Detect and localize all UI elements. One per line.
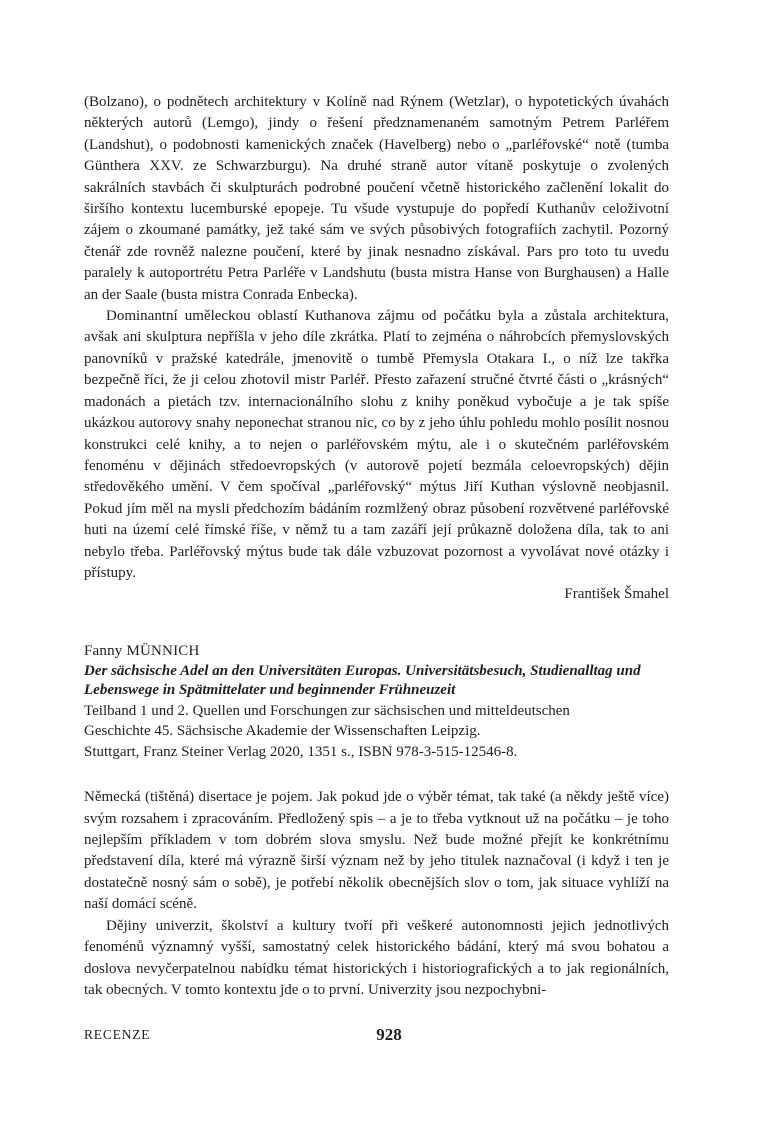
section-label: RECENZE — [84, 1027, 151, 1042]
publication-info-line: Teilband 1 und 2. Quellen und Forschungen zur sächsischen und mitteldeutschen — [84, 702, 570, 719]
review-header — [84, 641, 669, 763]
book-title: Der sächsische Adel an den Universitäten Europas. Universitätsbesuch, Studienalltag und Lebenswege in Spätmittelater und beginnender Frühneuzeit — [84, 662, 641, 699]
page-number: 928 — [376, 1025, 402, 1044]
review-signature: František Šmahel — [564, 586, 669, 603]
paragraph: Dominantní uměleckou oblastí Kuthanova zájmu od počátku byla a zůstala architektura, avšak ani skulptura nepříšla v jeho díle zkrátka. Platí to zejména o náhrobcích přemyslovských panovníků v pražské katedrále, jmenovitě o tumbě Přemysla Otakara I., o níž lze takřka bezpečně říci, že ji celou zhotovil mistr Parléř. Přesto zařazení stručné čtvrté části o „krásných“ madonách a pietách tzv. internacionálního slohu z knihy poněkud vybočuje a je tak spíše ukázkou autorovy snahy neponechat stranou nic, co by z jeho úhlu pohledu mohlo posílit nosnou konstrukci celé knihy, a to nejen o parléřovském mýtu, ale i o skutečném parléřovském fenoménu v dějinách středoevropských (v autorově pojetí bezmála celoevropských) dějin středověkého umění. V čem spočíval „parléřovský“ mýtus Jiří Kuthan výslovně neobjasnil. Pokud jím měl na mysli předchozím bádáním rozmlžený obraz působení rozvětvené parléřovské huti na území celé římské říše, v němž tu a tam zazáří její průkazně doložena díla, tak to ani nebylo třeba. Parléřovský mýtus bude tak dále vzbuzovat pozornost a vyvolávat nové otázky i přístupy. — [84, 308, 669, 581]
book-author: Fanny MÜNNICH — [84, 642, 200, 659]
paragraph: Německá (tištěná) disertace je pojem. Jak pokud jde o výběr témat, tak také (a někdy ještě více) svým rozsahem i zpracováním. Předložený spis – a je to třeba vytknout už na počátku – je toho nejlepším příkladem v tom dobrém slova smyslu. Než bude možné přejít ke konkrétnímu představení díla, které má výrazně širší význam než by jeho titulek naznačoval (i když i ten je dostatečně nosný sám o sobě), je potřebí několik obecnějších slov o tom, jak situace vyhlíží na naší domácí scéně. — [84, 789, 669, 913]
paragraph: Dějiny univerzit, školství a kultury tvoří při veškeré autonomnosti jejich jednotlivých fenoménů významný vyšší, samostatný celek historického bádání, který má svou bohatou a doslova nevyčerpatelnou nabídku témat historických i historiografických a to jak regionálních, tak obecných. V tomto kontextu jde o to první. Univerzity jsou nezpochybni- — [84, 917, 669, 998]
paragraph-continued: (Bolzano), o podnětech architektury v Kolíně nad Rýnem (Wetzlar), o hypotetických úvahách některých autorů (Lemgo), jindy o řešení předznamenaném samotným Petrem Parléřem (Landshut), o podobnosti kamenických značek (Havelberg) nebo o „parléřovské“ notě (tumba Günthera XXV. ze Schwarzburgu). Na druhé straně autor vítaně poskytuje o zvolených sakrálních stavbách či skulpturách podrobné poučení včetně historického začlenění lokalit do širšího kontextu lucemburské epopeje. Tu všude vystupuje do popředí Kuthanův celoživotní zájem o zkoumané památky, jež také sám ve svých působivých fotografiích zachytil. Pozorný čtenář zde rovněž nalezne poučení, které by jinak nesnadno získával. Pars pro toto tu uvedu paralely k autoportrétu Petra Parléře v Landshutu (busta mistra Hanse von Burghausen) a Halle an der Saale (busta mistra Conrada Enbecka). — [84, 94, 669, 303]
page-footer — [84, 1025, 669, 1049]
review-body — [84, 787, 669, 1001]
page-body — [84, 92, 669, 1001]
publication-info-line: Stuttgart, Franz Steiner Verlag 2020, 1351 s., ISBN 978-3-515-12546-8. — [84, 743, 518, 760]
publication-info-line: Geschichte 45. Sächsische Akademie der Wissenschaften Leipzig. — [84, 723, 481, 740]
